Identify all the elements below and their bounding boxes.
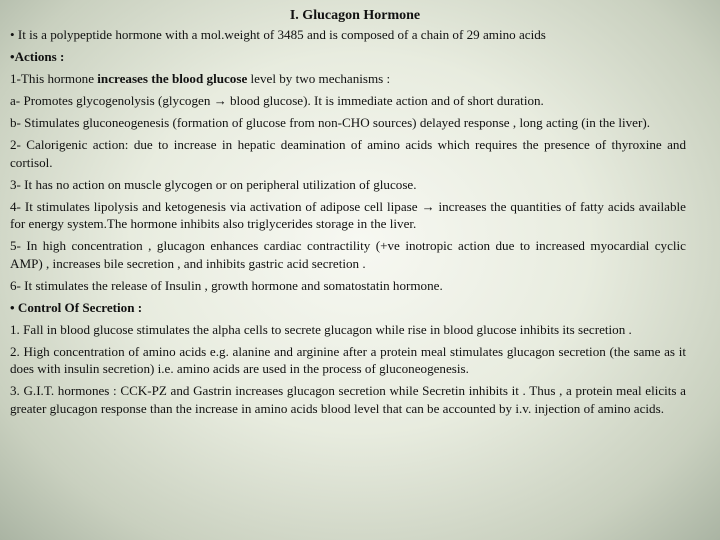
- action-1a: a- Promotes glycogenolysis (glycogen → blood glucose). It is immediate action and of short duration.: [10, 93, 544, 108]
- slide-title: I. Glucagon Hormone: [289, 8, 421, 23]
- action-1b: b- Stimulates gluconeogenesis (formation of glucose from non-CHO sources) delayed response , long acting (in the liver).: [10, 115, 650, 130]
- action-3: 3- It has no action on muscle glycogen or on peripheral utilization of glucose.: [10, 176, 417, 192]
- action-5: 5- In high concentration , glucagon enhances cardiac contractility (+ve inotropic action due to increased myocardial cyclic AMP) , increases bile secretion , and inhibits gastric acid secretion .: [10, 238, 686, 271]
- control-heading: • Control Of Secretion :: [10, 299, 143, 315]
- action-1: 1-This hormone increases the blood glucose level by two mechanisms :: [10, 71, 391, 86]
- action-4: 4- It stimulates lipolysis and ketogenesis via activation of adipose cell lipase → increases the quantities of fatty acids available for energy system.The hormone inhibits also triglycerides storage in the liver.: [10, 198, 686, 231]
- actions-heading: •Actions :: [10, 49, 65, 64]
- action-6: 6- It stimulates the release of Insulin , growth hormone and somatostatin hormone.: [10, 277, 443, 293]
- action-2: 2- Calorigenic action: due to increase in hepatic deamination of amino acids which requires the presence of thyroxine and cortisol.: [10, 137, 686, 170]
- slide-content: [10, 6, 686, 422]
- control-1: 1. Fall in blood glucose stimulates the alpha cells to secrete glucagon while rise in blood glucose inhibits its secretion .: [10, 321, 632, 337]
- control-3: 3. G.I.T. hormones : CCK-PZ and Gastrin increases glucagon secretion while Secretin inhibits it . Thus , a protein meal elicits a greater glucagon response than the increase in amino acids blood level that can be accounted by i.v. injection of amino acids.: [10, 383, 686, 416]
- intro-bullet: • It is a polypeptide hormone with a mol.weight of 3485 and is composed of a chain of 29 amino acids: [10, 27, 546, 42]
- control-2: 2. High concentration of amino acids e.g. alanine and arginine after a protein meal stimulates glucagon secretion (the same as it does with insulin secretion) i.e. amino acids are used in the process of gluconeogenesis.: [10, 343, 686, 376]
